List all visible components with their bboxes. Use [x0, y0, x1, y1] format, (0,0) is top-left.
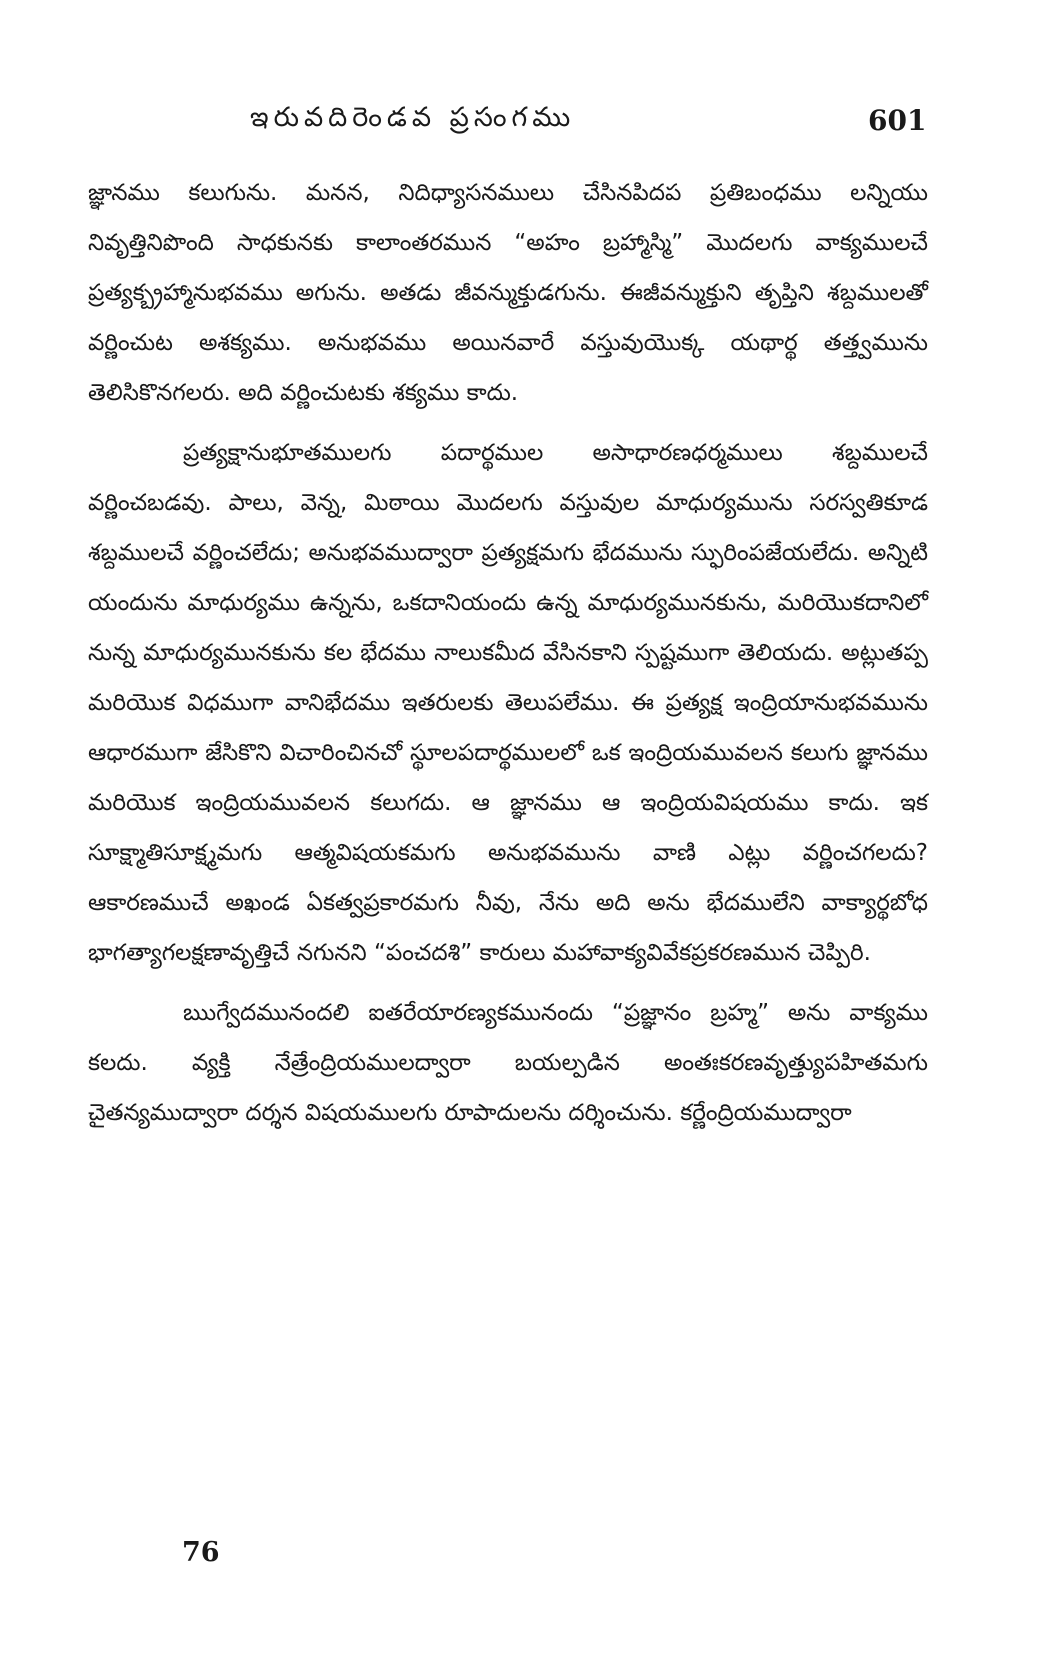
running-header-title: ఇరువదిరెండవ ప్రసంగము — [250, 102, 576, 133]
paragraph-3: ఋగ్వేదమునందలి ఐతరేయారణ్యకమునందు “ప్రజ్ఞానం బ్రహ్మ” అను వాక్యము కలదు. వ్యక్తి నేత్రేంద్రియములద్వారా బయల్పడిన అంతఃకరణవృత్త్యుపహితమగు చైతన్యముద్వారా దర్శన విషయములగు రూపాదులను దర్శించును. కర్ణేంద్రియముద్వారా — [88, 1000, 928, 1126]
page-number: 601 — [868, 104, 927, 137]
body-text — [88, 168, 928, 1148]
paragraph-2: ప్రత్యక్షానుభూతములగు పదార్థముల అసాధారణధర్మములు శబ్దములచే వర్ణించబడవు. పాలు, వెన్న, మిఠాయి మొదలగు వస్తువుల మాధుర్యమును సరస్వతికూడ శబ్దములచే వర్ణించలేదు; అనుభవముద్వారా ప్రత్యక్షమగు భేదమును స్ఫురింపజేయలేదు. అన్నిటి యందును మాధుర్యము ఉన్నను, ఒకదానియందు ఉన్న మాధుర్యమునకును, మరియొకదానిలో నున్న మాధుర్యమునకును కల భేదము నాలుకమీద వేసినకాని స్పష్టముగా తెలియదు. అట్లుతప్ప మరియొక విధముగా వానిభేదము ఇతరులకు తెలుపలేము. ఈ ప్రత్యక్ష ఇంద్రియానుభవమును ఆధారముగా జేసికొని విచారించినచో స్థూలపదార్థములలో ఒక ఇంద్రియమువలన కలుగు జ్ఞానము మరియొక ఇంద్రియమువలన కలుగదు. ఆ జ్ఞానము ఆ ఇంద్రియవిషయము కాదు. ఇక సూక్ష్మాతిసూక్ష్మమగు ఆత్మవిషయకమగు అనుభవమును వాణి ఎట్లు వర్ణించగలదు? ఆకారణముచే అఖండ ఏకత్వప్రకారమగు నీవు, నేను అది అను భేదములేని వాక్యార్థబోధ భాగత్యాగలక్షణావృత్తిచే నగునని “పంచదశి” కారులు మహావాక్యవివేకప్రకరణమున చెప్పిరి. — [88, 440, 928, 966]
signature-mark: 76 — [182, 1537, 220, 1568]
paragraph-1: జ్ఞానము కలుగును. మనన, నిదిధ్యాసనములు చేసినపిదప ప్రతిబంధము లన్నియు నివృత్తినిపొంది సాధకునకు కాలాంతరమున “అహం బ్రహ్మాస్మి” మొదలగు వాక్యములచే ప్రత్యక్బ్రహ్మానుభవము అగును. అతడు జీవన్ముక్తుడగును. ఈజీవన్ముక్తుని తృప్తిని శబ్దములతో వర్ణించుట అశక్యము. అనుభవము అయినవారే వస్తువుయొక్క యథార్థ తత్త్వమును తెలిసికొనగలరు. అది వర్ణించుటకు శక్యము కాదు. — [88, 180, 928, 406]
